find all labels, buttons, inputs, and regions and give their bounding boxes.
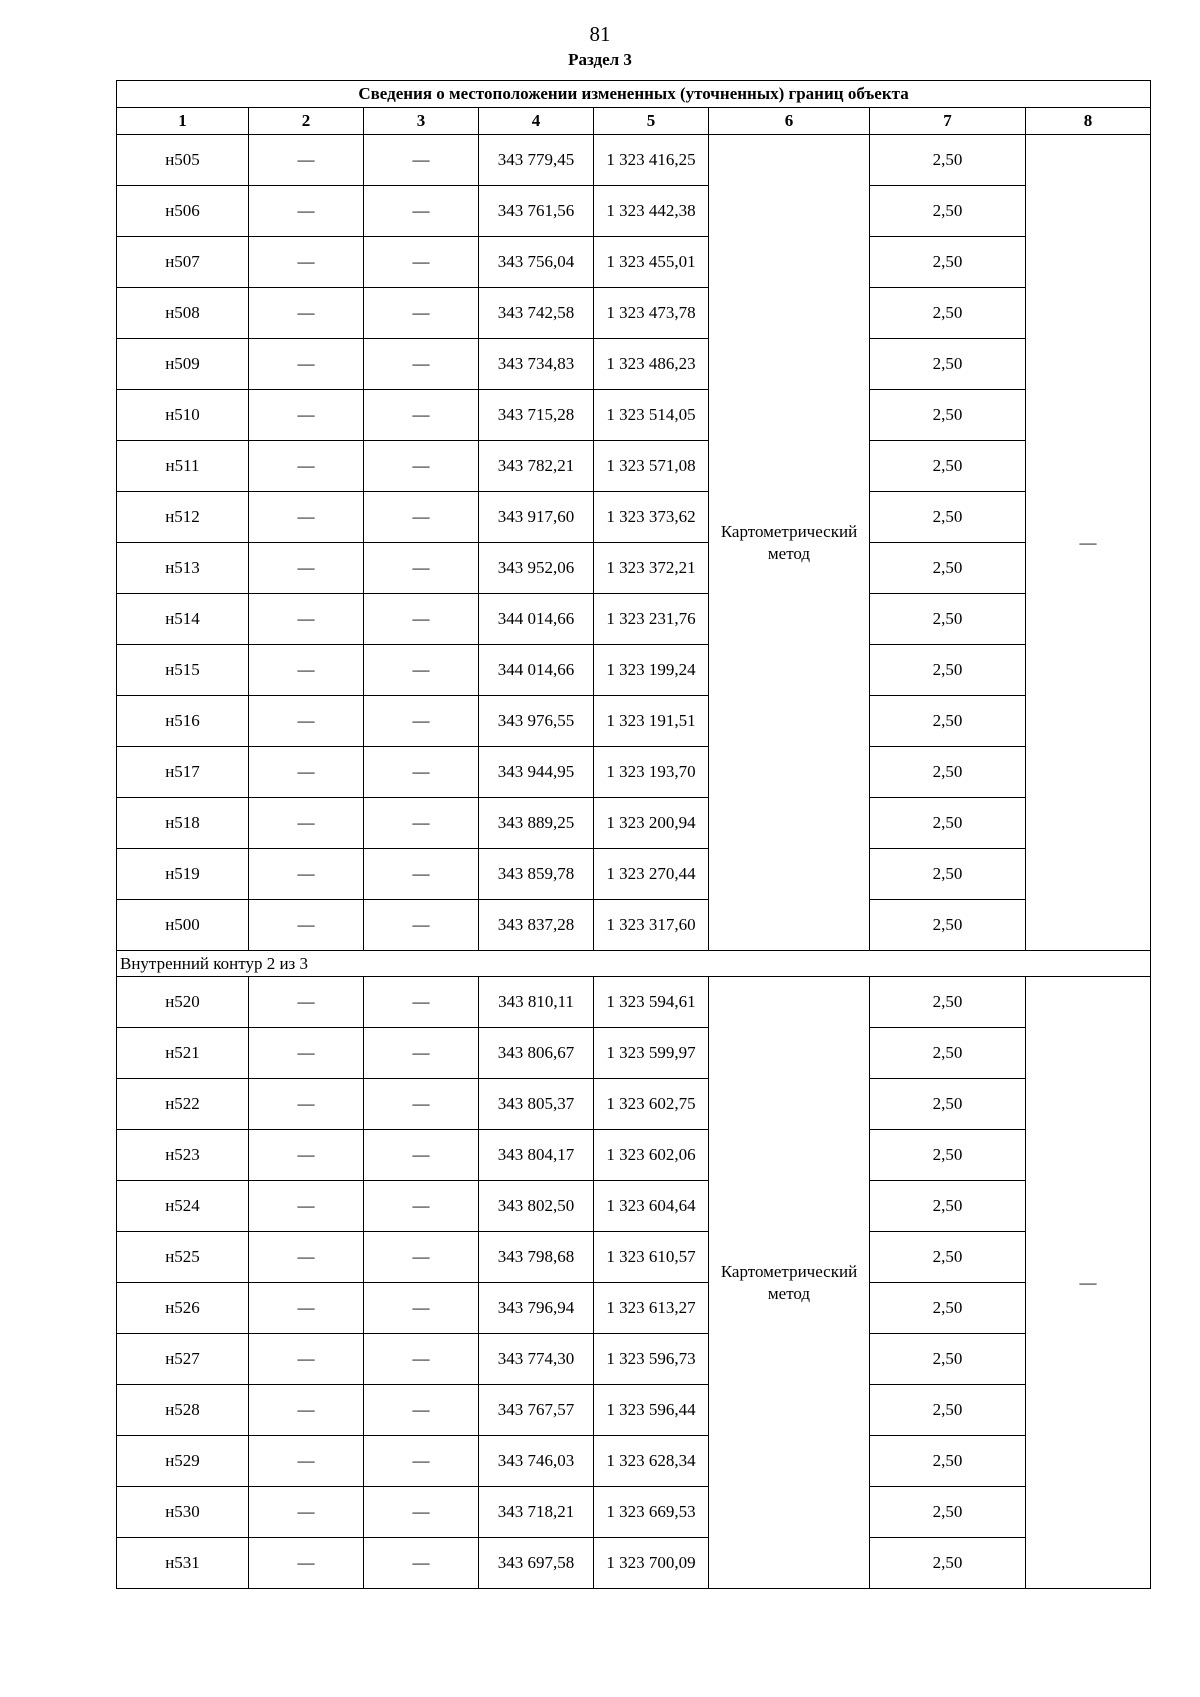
y-coordinate-cell: 1 323 442,38 xyxy=(594,186,709,237)
y-coordinate-cell: 1 323 416,25 xyxy=(594,135,709,186)
column-2-cell: — xyxy=(249,1436,364,1487)
column-2-cell: — xyxy=(249,543,364,594)
column-2-cell: — xyxy=(249,1028,364,1079)
table-row xyxy=(117,1538,1151,1589)
column-2-cell: — xyxy=(249,977,364,1028)
y-coordinate-cell: 1 323 317,60 xyxy=(594,900,709,951)
accuracy-cell: 2,50 xyxy=(870,645,1026,696)
point-name-cell: н522 xyxy=(117,1079,249,1130)
table-row xyxy=(117,977,1151,1028)
column-8-cell: — xyxy=(1026,135,1151,951)
column-2-cell: — xyxy=(249,441,364,492)
table-row xyxy=(117,1334,1151,1385)
point-name-cell: н505 xyxy=(117,135,249,186)
accuracy-cell: 2,50 xyxy=(870,1283,1026,1334)
boundary-coordinates-table xyxy=(116,80,1151,1589)
column-3-cell: — xyxy=(364,1181,479,1232)
column-2-cell: — xyxy=(249,1334,364,1385)
y-coordinate-cell: 1 323 373,62 xyxy=(594,492,709,543)
column-2-cell: — xyxy=(249,390,364,441)
accuracy-cell: 2,50 xyxy=(870,1334,1026,1385)
table-row xyxy=(117,186,1151,237)
column-number: 5 xyxy=(594,108,709,135)
accuracy-cell: 2,50 xyxy=(870,1538,1026,1589)
table-row xyxy=(117,441,1151,492)
table-caption: Сведения о местоположении измененных (уточненных) границ объекта xyxy=(117,81,1151,108)
x-coordinate-cell: 343 798,68 xyxy=(479,1232,594,1283)
accuracy-cell: 2,50 xyxy=(870,186,1026,237)
column-3-cell: — xyxy=(364,1232,479,1283)
y-coordinate-cell: 1 323 200,94 xyxy=(594,798,709,849)
y-coordinate-cell: 1 323 193,70 xyxy=(594,747,709,798)
point-name-cell: н526 xyxy=(117,1283,249,1334)
x-coordinate-cell: 343 917,60 xyxy=(479,492,594,543)
determination-method-cell: Картометрический метод xyxy=(709,135,870,951)
column-3-cell: — xyxy=(364,696,479,747)
point-name-cell: н511 xyxy=(117,441,249,492)
column-number: 4 xyxy=(479,108,594,135)
table-row xyxy=(117,1130,1151,1181)
y-coordinate-cell: 1 323 372,21 xyxy=(594,543,709,594)
column-2-cell: — xyxy=(249,186,364,237)
x-coordinate-cell: 343 746,03 xyxy=(479,1436,594,1487)
point-name-cell: н531 xyxy=(117,1538,249,1589)
y-coordinate-cell: 1 323 599,97 xyxy=(594,1028,709,1079)
x-coordinate-cell: 343 806,67 xyxy=(479,1028,594,1079)
column-number: 6 xyxy=(709,108,870,135)
x-coordinate-cell: 343 718,21 xyxy=(479,1487,594,1538)
column-2-cell: — xyxy=(249,1538,364,1589)
table-row xyxy=(117,135,1151,186)
point-name-cell: н507 xyxy=(117,237,249,288)
column-2-cell: — xyxy=(249,645,364,696)
page-number: 81 xyxy=(589,22,611,46)
table-row xyxy=(117,390,1151,441)
point-name-cell: н530 xyxy=(117,1487,249,1538)
x-coordinate-cell: 344 014,66 xyxy=(479,645,594,696)
y-coordinate-cell: 1 323 602,75 xyxy=(594,1079,709,1130)
point-name-cell: н519 xyxy=(117,849,249,900)
table-caption-row xyxy=(117,81,1151,108)
point-name-cell: н517 xyxy=(117,747,249,798)
table-row xyxy=(117,747,1151,798)
accuracy-cell: 2,50 xyxy=(870,135,1026,186)
column-3-cell: — xyxy=(364,135,479,186)
y-coordinate-cell: 1 323 628,34 xyxy=(594,1436,709,1487)
column-2-cell: — xyxy=(249,696,364,747)
x-coordinate-cell: 343 810,11 xyxy=(479,977,594,1028)
accuracy-cell: 2,50 xyxy=(870,849,1026,900)
accuracy-cell: 2,50 xyxy=(870,1130,1026,1181)
point-name-cell: н515 xyxy=(117,645,249,696)
column-3-cell: — xyxy=(364,237,479,288)
accuracy-cell: 2,50 xyxy=(870,1181,1026,1232)
accuracy-cell: 2,50 xyxy=(870,900,1026,951)
x-coordinate-cell: 343 756,04 xyxy=(479,237,594,288)
y-coordinate-cell: 1 323 231,76 xyxy=(594,594,709,645)
accuracy-cell: 2,50 xyxy=(870,798,1026,849)
table-row xyxy=(117,849,1151,900)
column-3-cell: — xyxy=(364,645,479,696)
column-2-cell: — xyxy=(249,849,364,900)
column-3-cell: — xyxy=(364,1334,479,1385)
accuracy-cell: 2,50 xyxy=(870,492,1026,543)
point-name-cell: н514 xyxy=(117,594,249,645)
table-row xyxy=(117,1232,1151,1283)
column-3-cell: — xyxy=(364,441,479,492)
x-coordinate-cell: 343 796,94 xyxy=(479,1283,594,1334)
accuracy-cell: 2,50 xyxy=(870,1436,1026,1487)
section-title: Раздел 3 xyxy=(568,50,632,69)
column-2-cell: — xyxy=(249,1487,364,1538)
point-name-cell: н520 xyxy=(117,977,249,1028)
y-coordinate-cell: 1 323 191,51 xyxy=(594,696,709,747)
column-3-cell: — xyxy=(364,1079,479,1130)
x-coordinate-cell: 343 715,28 xyxy=(479,390,594,441)
table-row xyxy=(117,1436,1151,1487)
column-3-cell: — xyxy=(364,798,479,849)
x-coordinate-cell: 343 761,56 xyxy=(479,186,594,237)
table-row xyxy=(117,1487,1151,1538)
column-3-cell: — xyxy=(364,1130,479,1181)
table-row xyxy=(117,288,1151,339)
point-name-cell: н506 xyxy=(117,186,249,237)
column-3-cell: — xyxy=(364,1385,479,1436)
table-row xyxy=(117,1385,1151,1436)
y-coordinate-cell: 1 323 610,57 xyxy=(594,1232,709,1283)
y-coordinate-cell: 1 323 596,73 xyxy=(594,1334,709,1385)
point-name-cell: н528 xyxy=(117,1385,249,1436)
point-name-cell: н525 xyxy=(117,1232,249,1283)
point-name-cell: н500 xyxy=(117,900,249,951)
x-coordinate-cell: 343 734,83 xyxy=(479,339,594,390)
table-row xyxy=(117,237,1151,288)
column-3-cell: — xyxy=(364,1283,479,1334)
table-row xyxy=(117,645,1151,696)
column-3-cell: — xyxy=(364,1538,479,1589)
x-coordinate-cell: 343 779,45 xyxy=(479,135,594,186)
point-name-cell: н510 xyxy=(117,390,249,441)
y-coordinate-cell: 1 323 700,09 xyxy=(594,1538,709,1589)
x-coordinate-cell: 343 697,58 xyxy=(479,1538,594,1589)
accuracy-cell: 2,50 xyxy=(870,339,1026,390)
x-coordinate-cell: 343 944,95 xyxy=(479,747,594,798)
point-name-cell: н527 xyxy=(117,1334,249,1385)
column-number: 1 xyxy=(117,108,249,135)
column-3-cell: — xyxy=(364,339,479,390)
point-name-cell: н523 xyxy=(117,1130,249,1181)
column-3-cell: — xyxy=(364,849,479,900)
accuracy-cell: 2,50 xyxy=(870,977,1026,1028)
column-number: 8 xyxy=(1026,108,1151,135)
accuracy-cell: 2,50 xyxy=(870,696,1026,747)
table-row xyxy=(117,339,1151,390)
column-number: 7 xyxy=(870,108,1026,135)
y-coordinate-cell: 1 323 602,06 xyxy=(594,1130,709,1181)
x-coordinate-cell: 344 014,66 xyxy=(479,594,594,645)
accuracy-cell: 2,50 xyxy=(870,594,1026,645)
point-name-cell: н512 xyxy=(117,492,249,543)
accuracy-cell: 2,50 xyxy=(870,543,1026,594)
point-name-cell: н508 xyxy=(117,288,249,339)
column-3-cell: — xyxy=(364,1436,479,1487)
contour-heading-row xyxy=(117,951,1151,977)
table-row xyxy=(117,1079,1151,1130)
column-number-row xyxy=(117,108,1151,135)
y-coordinate-cell: 1 323 571,08 xyxy=(594,441,709,492)
table-row xyxy=(117,1028,1151,1079)
x-coordinate-cell: 343 889,25 xyxy=(479,798,594,849)
column-2-cell: — xyxy=(249,1385,364,1436)
point-name-cell: н529 xyxy=(117,1436,249,1487)
accuracy-cell: 2,50 xyxy=(870,288,1026,339)
x-coordinate-cell: 343 837,28 xyxy=(479,900,594,951)
x-coordinate-cell: 343 774,30 xyxy=(479,1334,594,1385)
column-2-cell: — xyxy=(249,237,364,288)
y-coordinate-cell: 1 323 613,27 xyxy=(594,1283,709,1334)
column-2-cell: — xyxy=(249,1283,364,1334)
column-number: 3 xyxy=(364,108,479,135)
table-row xyxy=(117,1181,1151,1232)
y-coordinate-cell: 1 323 596,44 xyxy=(594,1385,709,1436)
point-name-cell: н513 xyxy=(117,543,249,594)
table-row xyxy=(117,798,1151,849)
accuracy-cell: 2,50 xyxy=(870,390,1026,441)
table-row xyxy=(117,492,1151,543)
column-2-cell: — xyxy=(249,492,364,543)
accuracy-cell: 2,50 xyxy=(870,1487,1026,1538)
point-name-cell: н516 xyxy=(117,696,249,747)
column-3-cell: — xyxy=(364,288,479,339)
y-coordinate-cell: 1 323 473,78 xyxy=(594,288,709,339)
point-name-cell: н524 xyxy=(117,1181,249,1232)
accuracy-cell: 2,50 xyxy=(870,1028,1026,1079)
table-row xyxy=(117,1283,1151,1334)
column-8-cell: — xyxy=(1026,977,1151,1589)
accuracy-cell: 2,50 xyxy=(870,1385,1026,1436)
column-3-cell: — xyxy=(364,900,479,951)
x-coordinate-cell: 343 804,17 xyxy=(479,1130,594,1181)
column-2-cell: — xyxy=(249,1181,364,1232)
x-coordinate-cell: 343 805,37 xyxy=(479,1079,594,1130)
column-3-cell: — xyxy=(364,390,479,441)
column-3-cell: — xyxy=(364,594,479,645)
table-row xyxy=(117,696,1151,747)
x-coordinate-cell: 343 742,58 xyxy=(479,288,594,339)
y-coordinate-cell: 1 323 604,64 xyxy=(594,1181,709,1232)
column-2-cell: — xyxy=(249,594,364,645)
accuracy-cell: 2,50 xyxy=(870,747,1026,798)
y-coordinate-cell: 1 323 270,44 xyxy=(594,849,709,900)
column-2-cell: — xyxy=(249,1079,364,1130)
table-row xyxy=(117,900,1151,951)
column-2-cell: — xyxy=(249,135,364,186)
column-3-cell: — xyxy=(364,1487,479,1538)
column-2-cell: — xyxy=(249,339,364,390)
point-name-cell: н521 xyxy=(117,1028,249,1079)
column-3-cell: — xyxy=(364,1028,479,1079)
table-row xyxy=(117,543,1151,594)
x-coordinate-cell: 343 802,50 xyxy=(479,1181,594,1232)
y-coordinate-cell: 1 323 455,01 xyxy=(594,237,709,288)
column-3-cell: — xyxy=(364,747,479,798)
accuracy-cell: 2,50 xyxy=(870,1232,1026,1283)
point-name-cell: н509 xyxy=(117,339,249,390)
column-2-cell: — xyxy=(249,900,364,951)
table-row xyxy=(117,594,1151,645)
column-2-cell: — xyxy=(249,288,364,339)
column-2-cell: — xyxy=(249,1130,364,1181)
x-coordinate-cell: 343 976,55 xyxy=(479,696,594,747)
y-coordinate-cell: 1 323 486,23 xyxy=(594,339,709,390)
x-coordinate-cell: 343 782,21 xyxy=(479,441,594,492)
column-number: 2 xyxy=(249,108,364,135)
accuracy-cell: 2,50 xyxy=(870,1079,1026,1130)
column-3-cell: — xyxy=(364,977,479,1028)
x-coordinate-cell: 343 767,57 xyxy=(479,1385,594,1436)
y-coordinate-cell: 1 323 514,05 xyxy=(594,390,709,441)
column-2-cell: — xyxy=(249,798,364,849)
x-coordinate-cell: 343 859,78 xyxy=(479,849,594,900)
y-coordinate-cell: 1 323 669,53 xyxy=(594,1487,709,1538)
column-2-cell: — xyxy=(249,747,364,798)
column-3-cell: — xyxy=(364,543,479,594)
y-coordinate-cell: 1 323 199,24 xyxy=(594,645,709,696)
accuracy-cell: 2,50 xyxy=(870,237,1026,288)
accuracy-cell: 2,50 xyxy=(870,441,1026,492)
determination-method-cell: Картометрический метод xyxy=(709,977,870,1589)
point-name-cell: н518 xyxy=(117,798,249,849)
column-3-cell: — xyxy=(364,492,479,543)
y-coordinate-cell: 1 323 594,61 xyxy=(594,977,709,1028)
x-coordinate-cell: 343 952,06 xyxy=(479,543,594,594)
column-3-cell: — xyxy=(364,186,479,237)
contour-heading: Внутренний контур 2 из 3 xyxy=(117,951,1151,977)
column-2-cell: — xyxy=(249,1232,364,1283)
